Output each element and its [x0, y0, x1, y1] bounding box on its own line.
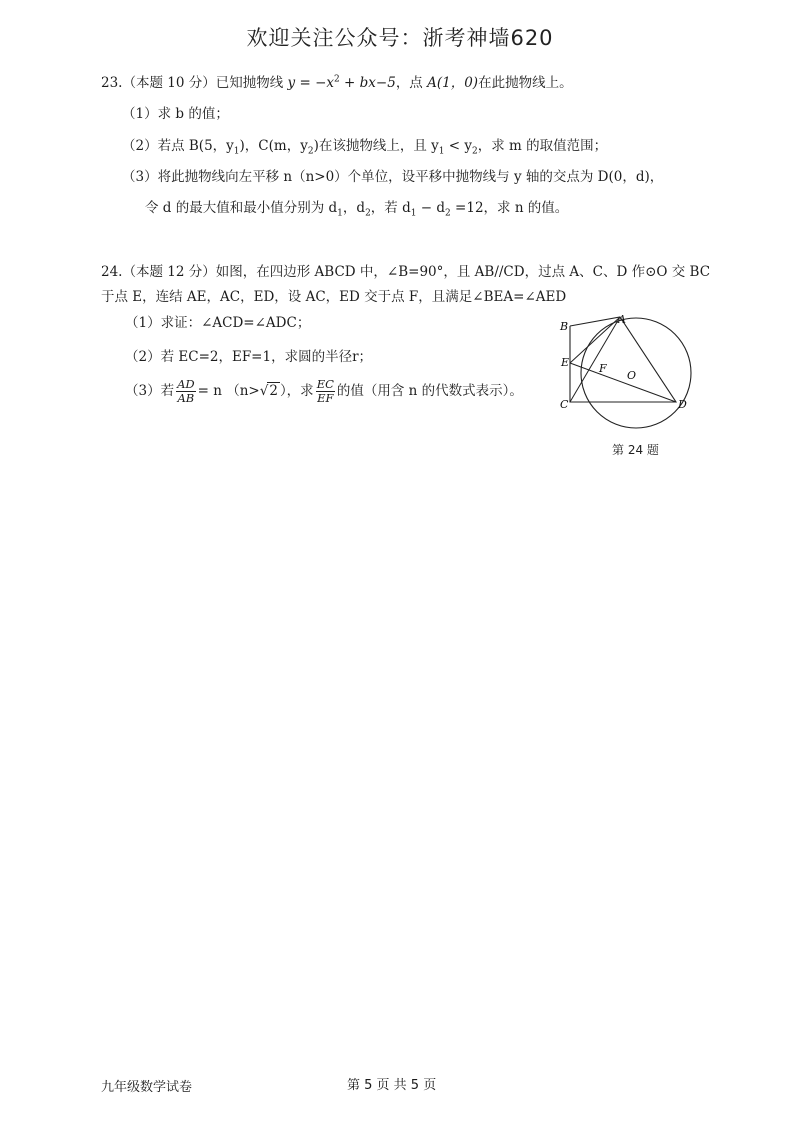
q23-eq-b: = −x: [295, 75, 335, 91]
q23-stem-c: 在此抛物线上。: [478, 75, 573, 91]
label-f: F: [599, 362, 607, 375]
q23-part2: [122, 134, 607, 157]
q23-p2-e: ，求 m 的取值范围；: [477, 138, 608, 154]
q23-number: 23.: [101, 75, 123, 91]
label-b: B: [560, 320, 569, 333]
q23-p2-b: )，C(m，y: [239, 138, 308, 154]
q23-p3-sub2: 2: [365, 208, 371, 219]
q23-part3-line1: （3）将此抛物线向左平移 n（n>0）个单位，设平移中抛物线与 y 轴的交点为 D(0，d)，: [122, 169, 664, 185]
sqrt-symbol: √: [259, 383, 269, 399]
q24-stem-text1: 如图，在四边形 ABCD 中，∠B=90°，且 AB//CD，过点 A、C、D 作⊙O 交 BC: [215, 264, 711, 280]
q23-p3-c: ，若 d: [370, 200, 411, 216]
q24-p3-c: ），求: [279, 383, 314, 399]
q23-p3-a: 令 d 的最大值和最小值分别为 d: [145, 200, 338, 216]
q23-eq-c: + bx−5: [339, 75, 396, 91]
footer-subject: 九年级数学试卷: [101, 1080, 193, 1095]
q23-p2-sub4: 2: [472, 146, 478, 157]
q23-p3-e: =12，求 n 的值。: [450, 200, 569, 216]
q23-p3-b: ，d: [342, 200, 366, 216]
q24-number: 24.: [101, 264, 123, 280]
q23-p2-sub1: 1: [233, 146, 240, 157]
q24-part2: （2）若 EC=2，EF=1，求圆的半径r；: [125, 349, 373, 365]
label-e: E: [561, 356, 570, 369]
frac2-denominator: EF: [317, 391, 334, 405]
q23-part3-line2: [145, 196, 568, 219]
label-a: A: [618, 313, 626, 326]
footer-page-number: 第 5 页 共 5 页: [347, 1078, 437, 1093]
q23-part1: （1）求 b 的值；: [122, 106, 229, 122]
frac2-numerator: EC: [316, 377, 334, 391]
q24-part1: （1）求证：∠ACD=∠ADC；: [125, 315, 311, 331]
page-header: 欢迎关注公众号：浙考神墙620: [246, 26, 554, 50]
segment-ae: [570, 317, 620, 363]
ad-over-ab-fraction: [176, 378, 196, 405]
q23-stem-a: 已知抛物线: [215, 75, 288, 91]
frac1-numerator: AD: [177, 377, 195, 391]
q24-p3-d: 的值（用含 n 的代数式表示）。: [336, 383, 523, 399]
q24-part3: [125, 378, 523, 405]
q24-p3-a: （3）若: [125, 383, 175, 399]
figure-caption: 第 24 题: [612, 443, 659, 457]
q23-p2-a: （2）若点 B(5，y: [122, 138, 234, 154]
q23-p3-sub4: 2: [445, 208, 451, 219]
frac1-denominator: AB: [177, 391, 195, 405]
q23-p3-d: − d: [416, 200, 446, 216]
q23-point-a: A(1，0): [427, 75, 479, 91]
q23-p2-d: < y: [444, 138, 473, 154]
q24-points: （本题 12 分）: [122, 264, 216, 280]
ec-over-ef-fraction: [316, 378, 335, 405]
q23-p2-sub2: 2: [307, 146, 314, 157]
quadrilateral-abcd: [570, 317, 676, 402]
label-o: O: [627, 369, 637, 382]
label-c: C: [560, 398, 569, 411]
q23-eq-y: y: [287, 75, 296, 91]
q23-stem: [101, 71, 573, 91]
sqrt-value: 2: [269, 383, 278, 399]
q23-p2-sub3: 1: [438, 146, 445, 157]
segment-ac: [570, 317, 620, 402]
q23-p3-sub1: 1: [337, 208, 343, 219]
q23-eq-exp: 2: [334, 74, 340, 85]
q24-stem-line1: [101, 260, 710, 280]
q23-p3-sub3: 1: [410, 208, 417, 219]
q24-stem-line2: 于点 E，连结 AE，AC，ED，设 AC，ED 交于点 F，且满足∠BEA=∠AED: [101, 289, 567, 305]
q23-p2-c: )在该抛物线上，且 y: [313, 138, 439, 154]
q24-p3-b: = n （n>: [197, 383, 260, 399]
label-d: D: [678, 398, 687, 411]
q23-stem-b: ，点: [395, 75, 428, 91]
q23-points: （本题 10 分）: [122, 75, 216, 91]
geometry-figure: [552, 312, 702, 437]
